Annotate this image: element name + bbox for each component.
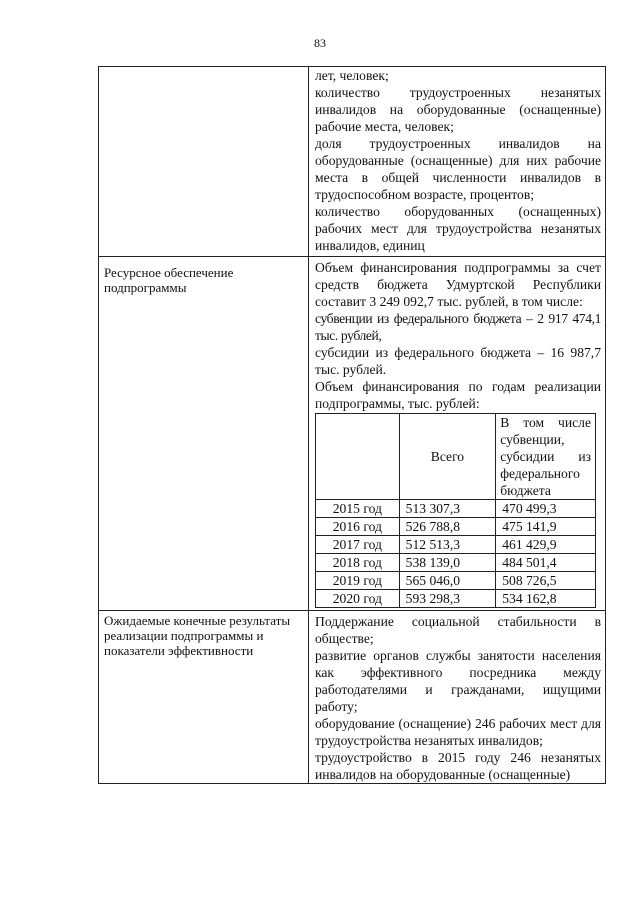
funding-by-years-text: Объем финансирования по годам реализации подпрограммы, тыс. рублей: [315,379,601,411]
total-cell: 513 307,3 [399,500,496,518]
subvention-cell: 470 499,3 [496,500,596,518]
year-cell: 2017 год [316,536,400,554]
resources-label: Ресурсное обеспечение подпрограммы [99,257,309,611]
subvention-cell: 475 141,9 [496,518,596,536]
row1-left-cell [99,67,309,257]
row2-right-cell [309,257,606,611]
table-row-expected-results [99,611,606,784]
funding-table-header [316,414,596,500]
table-row [316,572,596,590]
total-cell: 526 788,8 [399,518,496,536]
year-cell: 2016 год [316,518,400,536]
year-cell: 2019 год [316,572,400,590]
header-empty-cell [316,414,400,500]
subvention-cell: 484 501,4 [496,554,596,572]
total-cell: 512 513,3 [399,536,496,554]
subvention-cell: 534 162,8 [496,590,596,608]
expected-results-text: Поддержание социальной стабильности в обществе; развитие органов службы занятости населения как эффективного посредника между работодателями и гражданами, ищущими работу; оборудование (оснащение) 246 рабочих мест для трудоустройства незанятых инвалидов; трудоустройство в 2015 году 246 незанятых инвалидов на оборудованные (оснащенные) [315,614,601,782]
table-row [316,590,596,608]
table-row [316,536,596,554]
header-total: Всего [399,414,496,500]
year-cell: 2018 год [316,554,400,572]
page-number: 83 [314,36,326,50]
funding-total-text: Объем финансирования подпрограммы за счет средств бюджета Удмуртской Республики составит 3 249 092,7 тыс. рублей, в том числе: [315,260,601,309]
funding-by-year-table [315,413,596,608]
table-row-resources [99,257,606,611]
row3-right-cell [309,611,606,784]
funding-subventions-text: субвенции из федерального бюджета – 2 917 474,1 тыс. рублей, [315,311,601,343]
total-cell: 565 046,0 [399,572,496,590]
total-cell: 593 298,3 [399,590,496,608]
year-cell: 2020 год [316,590,400,608]
subvention-cell: 508 726,5 [496,572,596,590]
header-subventions: В том числе субвенции, субсидии из федерального бюджета [496,414,596,500]
row1-right-cell [309,67,606,257]
table-row-indicators [99,67,606,257]
subvention-cell: 461 429,9 [496,536,596,554]
indicators-text: лет, человек; количество трудоустроенных незанятых инвалидов на оборудованные (оснащенные) рабочие места, человек; доля трудоустроенных инвалидов на оборудованные (оснащенные) для них рабочие места в общей численности инвалидов в трудоспособном возрасте, процентов; количество оборудованных (оснащенных) рабочих мест для трудоустройства незанятых инвалидов, единиц [315,68,601,253]
table-row [316,500,596,518]
table-row [316,518,596,536]
subprogram-passport-table [98,66,606,784]
funding-subsidies-text: субсидии из федерального бюджета – 16 987,7 тыс. рублей. [315,345,601,377]
year-cell: 2015 год [316,500,400,518]
total-cell: 538 139,0 [399,554,496,572]
expected-results-label: Ожидаемые конечные результаты реализации подпрограммы и показатели эффективности [99,611,309,784]
table-row [316,554,596,572]
